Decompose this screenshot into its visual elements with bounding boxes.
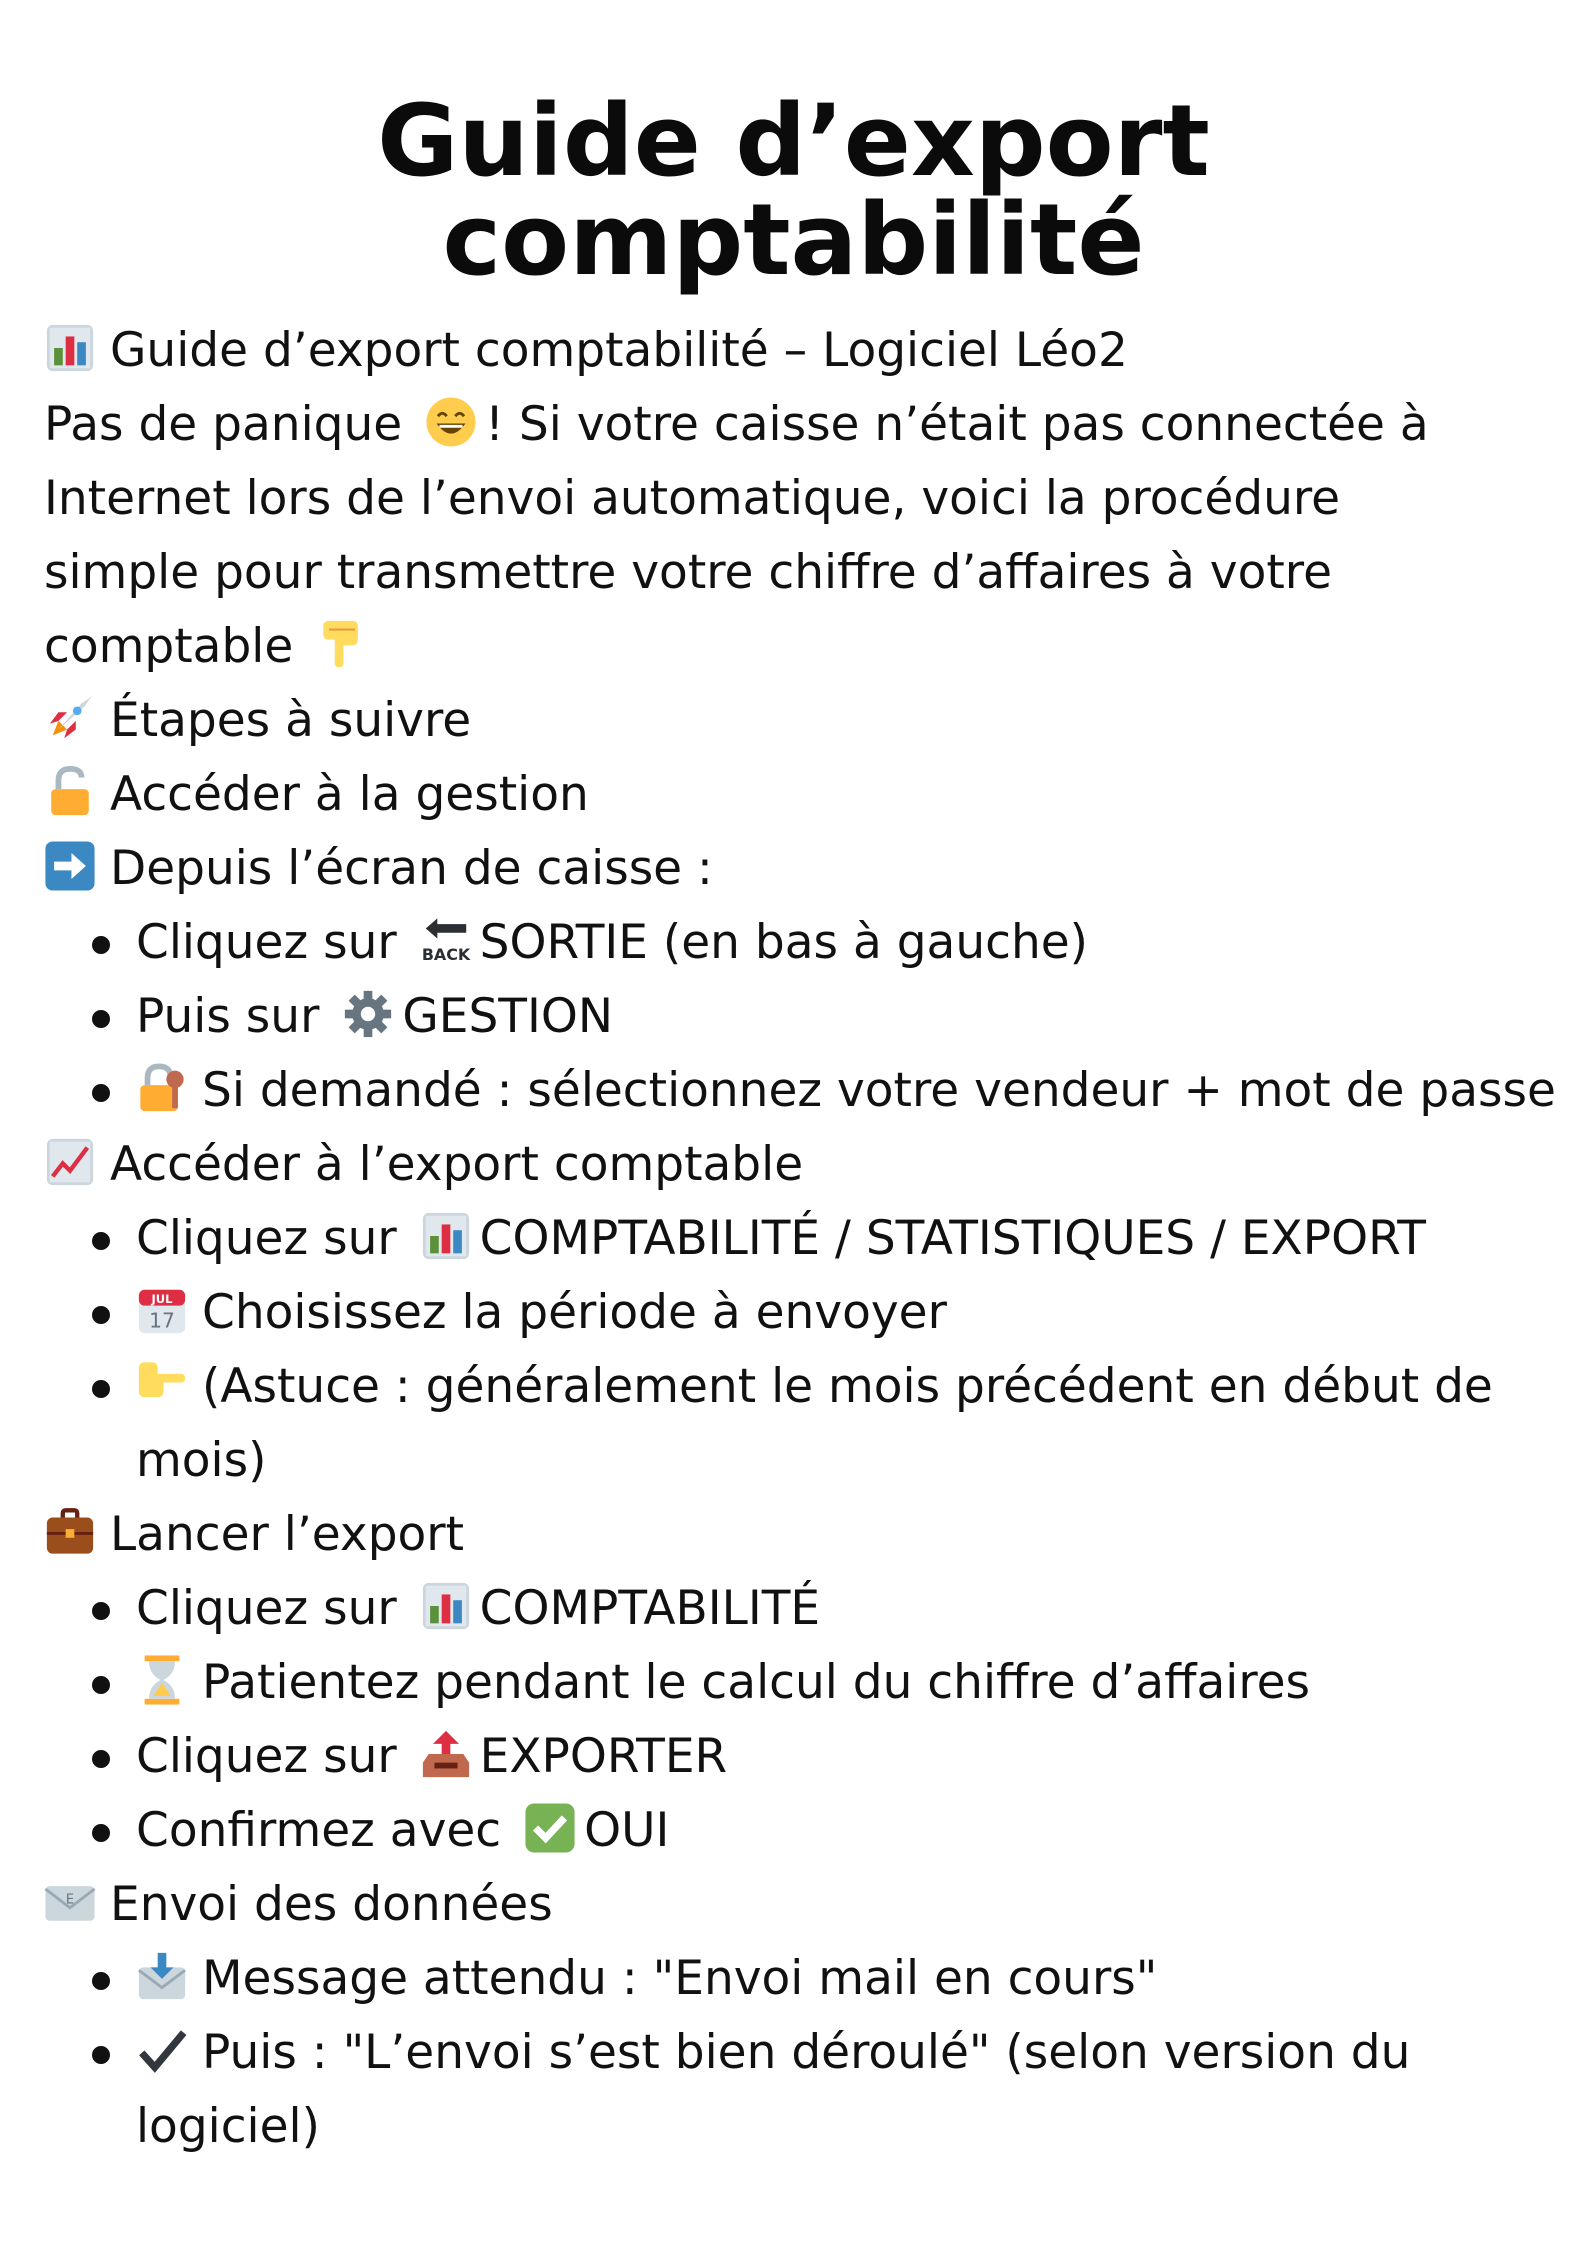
list-item: Confirmez avec OUI xyxy=(136,1794,1543,1868)
launch-list xyxy=(44,1572,1543,1868)
list-item: Si demandé : sélectionnez votre vendeur + mot de passe xyxy=(136,1054,1586,1128)
pointing-right-icon xyxy=(136,1358,188,1410)
grinning-face-icon xyxy=(425,396,477,448)
section-launch-heading-text: Lancer l’export xyxy=(110,1507,465,1562)
outbox-tray-icon xyxy=(420,1728,472,1780)
list-item: Patientez pendant le calcul du chiffre d’affaires xyxy=(136,1646,1543,1720)
list-item: Message attendu : "Envoi mail en cours" xyxy=(136,1942,1543,2016)
bullet xyxy=(92,1306,110,1324)
list-item: Puis : "L’envoi s’est bien déroulé" (selon version du logiciel) xyxy=(136,2016,1586,2164)
back-arrow-icon xyxy=(420,914,472,966)
section-export-heading-text: Accéder à l’export comptable xyxy=(110,1137,804,1192)
bullet xyxy=(92,1750,110,1768)
bullet xyxy=(92,1972,110,1990)
briefcase-icon xyxy=(44,1506,96,1558)
bar-chart-icon xyxy=(420,1210,472,1262)
section-gestion-subheading-text: Depuis l’écran de caisse : xyxy=(110,841,713,896)
bullet xyxy=(92,936,110,954)
svg-text:17: 17 xyxy=(149,1308,175,1333)
export-list xyxy=(44,1202,1543,1498)
rocket-icon xyxy=(44,692,96,744)
section-gestion-heading xyxy=(44,758,1543,832)
subtitle-text: Guide d’export comptabilité – Logiciel Léo2 xyxy=(110,323,1128,378)
check-mark-button-icon xyxy=(524,1802,576,1854)
bullet xyxy=(92,1602,110,1620)
list-item: Cliquez sur EXPORTER xyxy=(136,1720,1543,1794)
steps-heading-text: Étapes à suivre xyxy=(110,693,472,748)
section-launch-heading xyxy=(44,1498,1543,1572)
document-body xyxy=(44,314,1556,2164)
svg-text:JUL: JUL xyxy=(151,1291,173,1306)
open-lock-icon xyxy=(44,766,96,818)
intro-text-before: Pas de panique xyxy=(44,397,403,452)
bullet xyxy=(92,1676,110,1694)
hourglass-icon xyxy=(136,1654,188,1706)
gear-icon xyxy=(342,988,394,1040)
section-export-heading xyxy=(44,1128,1543,1202)
page-title: Guide d’export comptabilité xyxy=(377,84,1210,298)
email-icon xyxy=(44,1876,96,1928)
locked-with-key-icon xyxy=(136,1062,188,1114)
chart-increasing-icon xyxy=(44,1136,96,1188)
section-send-heading-text: Envoi des données xyxy=(110,1877,553,1932)
envelope-arrow-icon xyxy=(136,1950,188,2002)
bullet xyxy=(92,1824,110,1842)
list-item: JUL 17 Choisissez la période à envoyer xyxy=(136,1276,1543,1350)
bullet xyxy=(92,1232,110,1250)
list-item: (Astuce : généralement le mois précédent en début de mois) xyxy=(136,1350,1586,1498)
bullet xyxy=(92,1380,110,1398)
bullet xyxy=(92,2046,110,2064)
calendar-icon xyxy=(136,1284,188,1336)
pointing-down-icon xyxy=(316,618,368,670)
send-list xyxy=(44,1942,1543,2164)
section-send-heading xyxy=(44,1868,1543,1942)
bar-chart-icon xyxy=(420,1580,472,1632)
check-mark-icon xyxy=(136,2024,188,2076)
list-item: Cliquez sur BACK SORTIE (en bas à gauche) xyxy=(136,906,1543,980)
list-item: Puis sur GESTION xyxy=(136,980,1543,1054)
intro-paragraph xyxy=(44,388,1504,684)
bullet xyxy=(92,1084,110,1102)
steps-heading xyxy=(44,684,1543,758)
subtitle-line xyxy=(44,314,1543,388)
svg-text:BACK: BACK xyxy=(421,945,470,965)
gestion-list xyxy=(44,906,1556,1128)
section-gestion-heading-text: Accéder à la gestion xyxy=(110,767,589,822)
svg-text:E: E xyxy=(65,1892,75,1908)
bullet xyxy=(92,1010,110,1028)
right-arrow-icon xyxy=(44,840,96,892)
section-gestion-subheading xyxy=(44,832,1543,906)
list-item: Cliquez sur COMPTABILITÉ / STATISTIQUES / EXPORT xyxy=(136,1202,1543,1276)
list-item: Cliquez sur COMPTABILITÉ xyxy=(136,1572,1543,1646)
bar-chart-icon xyxy=(44,322,96,374)
intro-text-after: ! Si votre caisse n’était pas connectée à Internet lors de l’envoi automatique, voici la procédure simple pour transmettre votre chiffre d’affaires à votre comptable xyxy=(44,397,1429,674)
